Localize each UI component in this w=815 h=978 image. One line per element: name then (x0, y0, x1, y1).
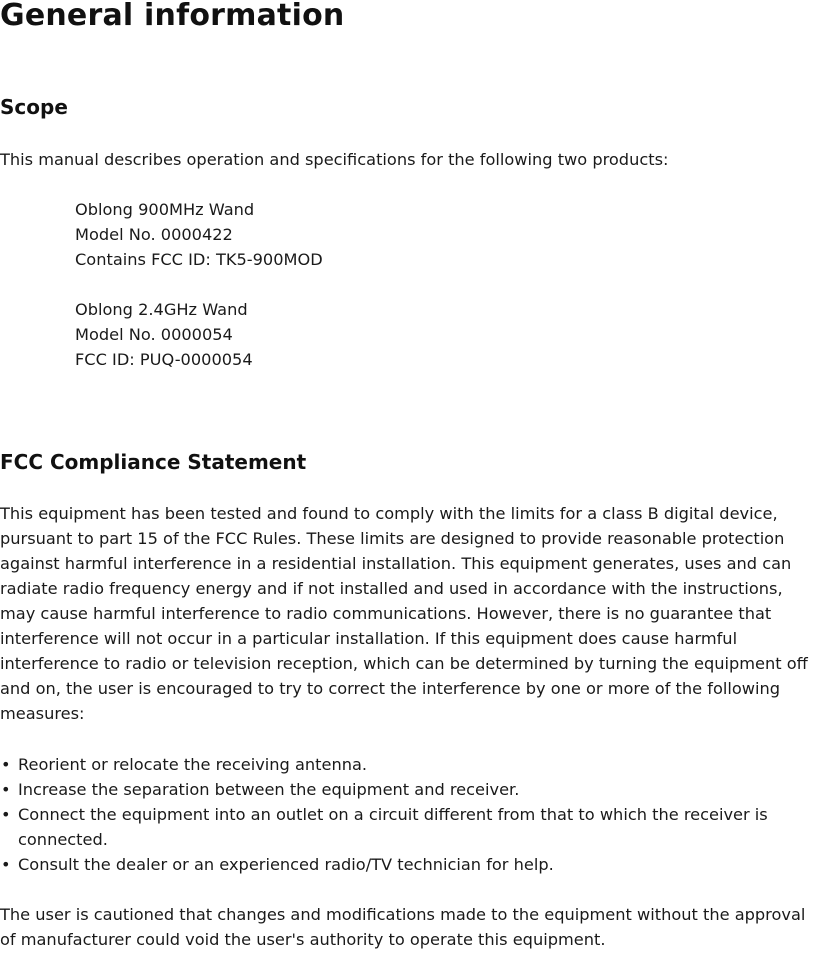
measure-text: Increase the separation between the equipment and receiver. (18, 780, 520, 799)
product-fcc-id: FCC ID: PUQ-0000054 (75, 350, 253, 369)
product-block-24ghz (75, 297, 815, 372)
list-item (0, 802, 815, 852)
measure-text: Reorient or relocate the receiving antenna. (18, 755, 368, 774)
list-item (0, 852, 815, 877)
caution-statement: The user is cautioned that changes and modifications made to the equipment without the approval of manufacturer could void the user's authority to operate this equipment. (0, 905, 806, 949)
fcc-statement: This equipment has been tested and found to comply with the limits for a class B digital device, pursuant to part 15 of the FCC Rules. These limits are designed to provide reasonable protection against harmful interference in a residential installation. This equipment generates, uses and can radiate radio frequency energy and if not installed and used in accordance with the instructions, may cause harmful interference to radio communications. However, there is no guarantee that interference will not occur in a particular installation. If this equipment does cause harmful interference to radio or television reception, which can be determined by turning the equipment off and on, the user is encouraged to try to correct the interference by one or more of the following measures: (0, 504, 808, 723)
bullet-icon: • (1, 780, 11, 799)
scope-heading: Scope (0, 95, 68, 119)
product-fcc-id: Contains FCC ID: TK5-900MOD (75, 250, 323, 269)
measures-list (0, 752, 815, 877)
product-name: Oblong 2.4GHz Wand (75, 300, 248, 319)
scope-intro: This manual describes operation and specifications for the following two products: (0, 150, 669, 169)
product-name: Oblong 900MHz Wand (75, 200, 255, 219)
list-item (0, 777, 815, 802)
product-model: Model No. 0000422 (75, 225, 233, 244)
product-block-900mhz (75, 197, 815, 272)
fcc-heading: FCC Compliance Statement (0, 450, 307, 474)
bullet-icon: • (1, 805, 11, 824)
measure-text: Connect the equipment into an outlet on a circuit different from that to which the receiver is connected. (18, 805, 768, 849)
list-item (0, 752, 815, 777)
page-title: General information (0, 0, 345, 33)
product-model: Model No. 0000054 (75, 325, 233, 344)
bullet-icon: • (1, 755, 11, 774)
bullet-icon: • (1, 855, 11, 874)
measure-text: Consult the dealer or an experienced radio/TV technician for help. (18, 855, 554, 874)
